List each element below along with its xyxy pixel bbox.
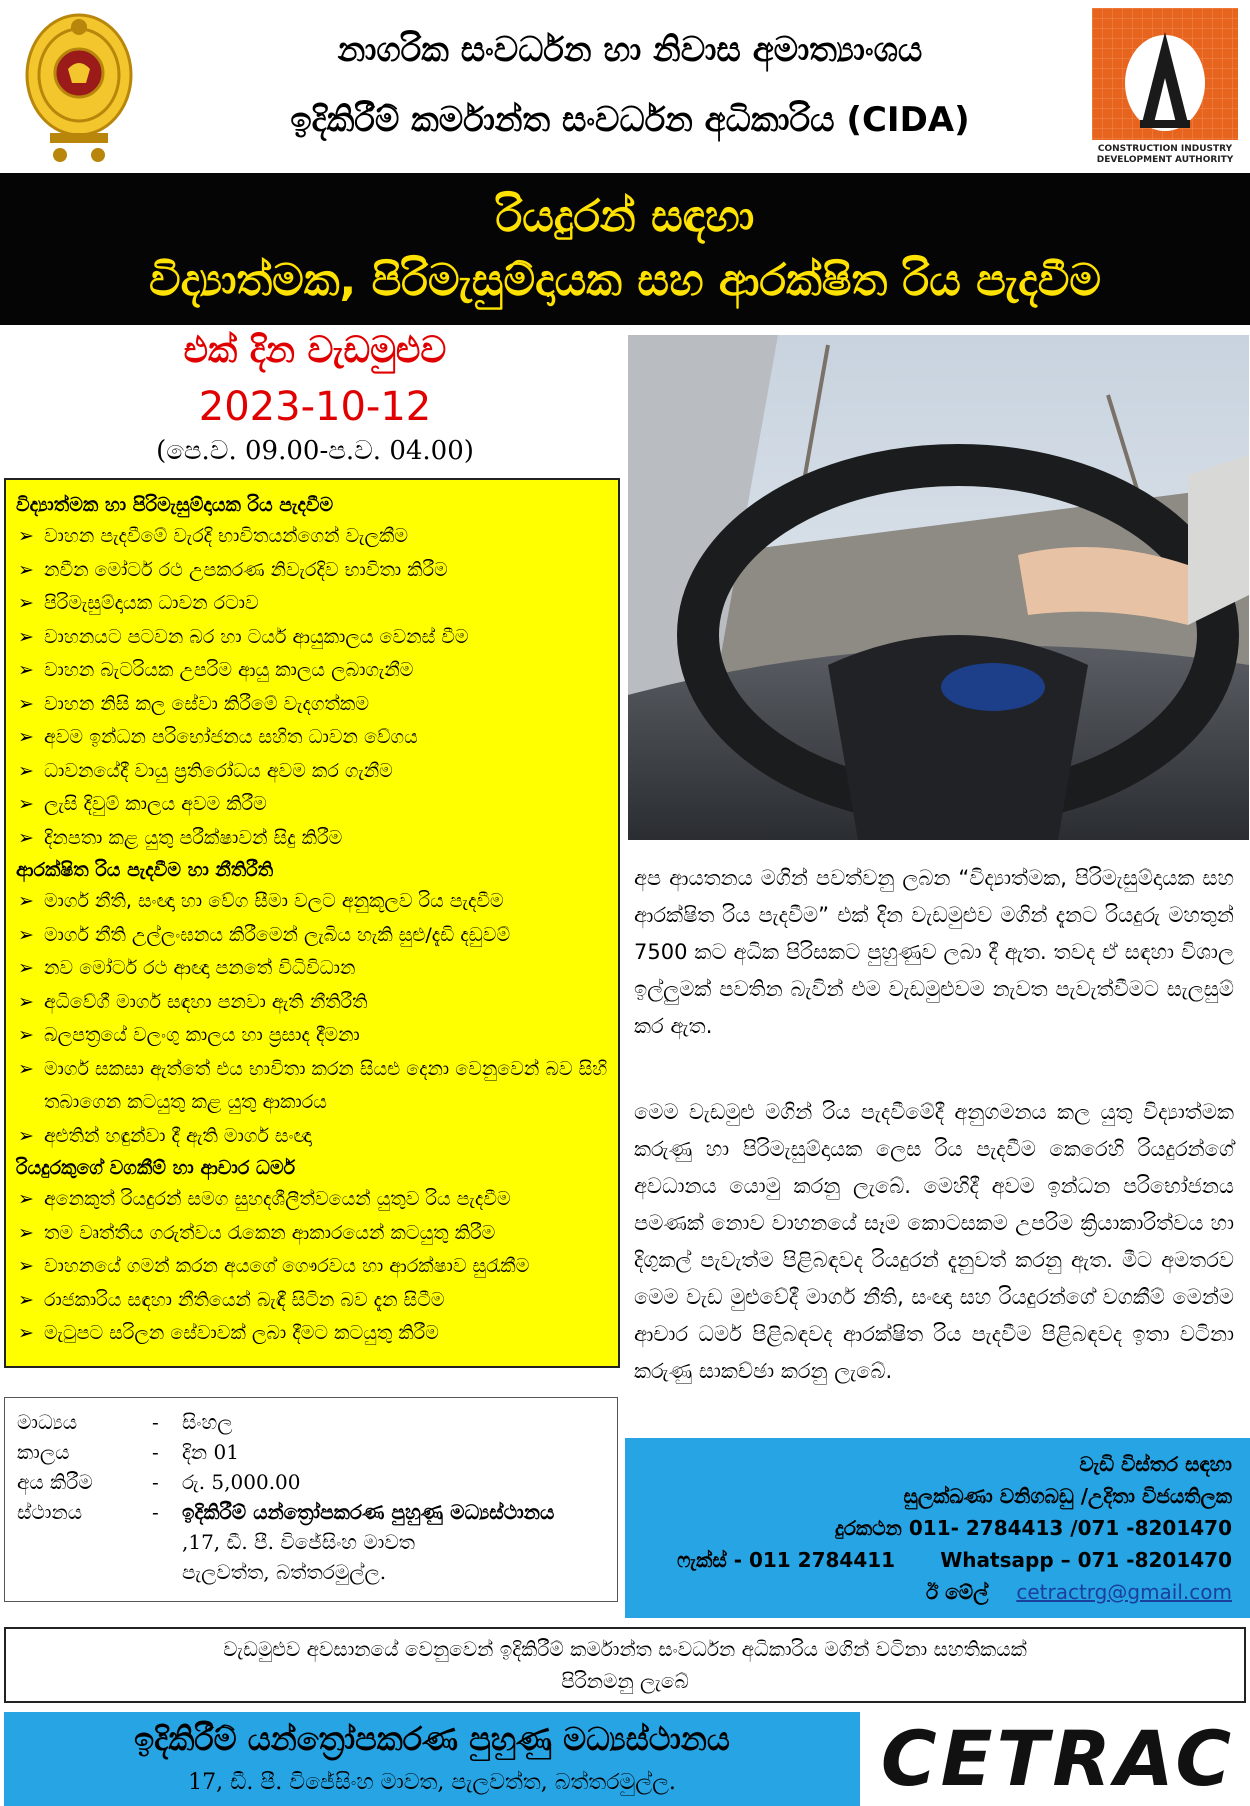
arrow-bullet-icon: ➢ (18, 890, 34, 912)
arrow-bullet-icon: ➢ (18, 1221, 34, 1244)
cida-logo-text: CONSTRUCTION INDUSTRY DEVELOPMENT AUTHORITY (1096, 144, 1234, 165)
arrow-bullet-icon: ➢ (18, 923, 34, 946)
contact-names: සුලක්ඛණා වනිගබඩු /උදිතා විජයතිලක (903, 1484, 1232, 1508)
arrow-bullet-icon: ➢ (18, 1124, 34, 1147)
footer-title: ඉදිකිරීම් යන්ත්‍රෝපකරණ පුහුණු මධ්‍යස්ථානය (134, 1720, 730, 1758)
section-2-title: ආරක්ෂිත රිය පැදවීම හා නීතිරීති (16, 859, 274, 881)
list-item: ➢ පිරිමැසුම්දායක ධාවන රටාව (16, 587, 608, 621)
list-item: ➢ අනෙකුත් රියදුරන් සමග සුහදශීලීත්වයෙන් යුතුව රිය පැදවීම (16, 1183, 608, 1217)
list-item: ➢ රාජකාරිය සඳහා නීතියෙන් බැඳී සිටින බව දැන සිටීම (16, 1284, 608, 1318)
steering-wheel-photo (628, 335, 1249, 840)
list-item: ➢ ලැසි දිවුම් කාලය අවම කිරීම (16, 788, 608, 822)
list-item: ➢ වාහනයට පටවන බර හා ටයර් ආයුකාලය වෙනස් වීම (16, 621, 608, 655)
arrow-bullet-icon: ➢ (18, 592, 34, 614)
list-item: ➢ මාර්ග නීති උල්ලංඝනය කිරීමෙන් ලැබිය හැකි සුළු/දැඩි දඩුවම් (16, 919, 608, 953)
arrow-bullet-icon: ➢ (18, 625, 34, 648)
contact-box (625, 1438, 1250, 1618)
list-item: ➢ මාර්ග නීති, සංඥා හා වේග සීමා වලට අනුකූලව රිය පැදවීම (16, 885, 608, 919)
cetrac-logo-text: CETRAC (880, 1714, 1236, 1803)
list-item: ➢ අළුතින් හඳුන්වා දී ඇති මාර්ග සංඥා (16, 1120, 608, 1154)
ministry-name: නාගරික සංවර්ධන හා නිවාස අමාත්‍යාංශය (337, 30, 923, 70)
contact-whatsapp: Whatsapp – 071 -8201470 (940, 1548, 1232, 1572)
arrow-bullet-icon: ➢ (18, 1057, 34, 1080)
workshop-type: එක් දින වැඩමුළුව (183, 330, 447, 371)
arrow-bullet-icon: ➢ (18, 990, 34, 1013)
title-banner (0, 173, 1250, 325)
email-label: ඊ මේල් (925, 1580, 989, 1604)
list-item: ➢ ධාවනයේදී වායු ප්‍රතිරෝධය අවම කර ගැනීම (16, 755, 608, 789)
list-item: ➢ මාර්ග සකසා ඇත්තේ එය භාවිතා කරන සියළු දෙනා වෙනුවෙන් බව සිහි තබාගෙන කටයුතු කළ යුතු ආකාරය (16, 1053, 608, 1120)
footer-box (4, 1712, 860, 1806)
list-item: ➢ අධිවේගී මාර්ග සඳහා පනවා ඇති නීතිරීති (16, 986, 608, 1020)
certificate-notice (4, 1627, 1246, 1703)
arrow-bullet-icon: ➢ (18, 1188, 34, 1210)
authority-name: ඉදිකිරීම් කර්මාන්ත සංවර්ධන අධිකාරිය (CIDA) (290, 100, 970, 140)
arrow-bullet-icon: ➢ (18, 957, 34, 979)
topics-box (4, 478, 620, 1368)
banner-line-1: රියදුරන් සඳහා (495, 191, 755, 242)
arrow-bullet-icon: ➢ (18, 759, 34, 782)
arrow-bullet-icon: ➢ (18, 793, 34, 815)
contact-phone: දුරකථන 011- 2784413 /071 -8201470 (834, 1516, 1232, 1540)
list-item: ➢ මැටුපට සරිලන සේවාවක් ලබා දීමට කටයුතු කිරීම (16, 1317, 608, 1351)
contact-heading: වැඩි විස්තර සඳහා (1079, 1452, 1232, 1476)
list-item: ➢ බලපත්‍රයේ වලංගු කාලය හා ප්‍රසාද දීමනා (16, 1019, 608, 1053)
list-item: ➢ නව මෝටර් රථ ආඥා පනතේ විධිවිධාන (16, 952, 608, 986)
banner-line-2: විද්‍යාත්මක, පිරිමැසුම්දායක සහ ආරක්ෂිත රිය පැදවීම (148, 255, 1102, 306)
cida-logo (1092, 8, 1238, 168)
email-link[interactable]: cetractrg@gmail.com (1016, 1580, 1232, 1604)
arrow-bullet-icon: ➢ (18, 1288, 34, 1311)
list-item: ➢ නවීන මෝටර් රථ උපකරණ නිවැරදිව භාවිතා කිරීම (16, 554, 608, 588)
description-paragraph-1: අප ආයතනය මගින් පවත්වනු ලබන “විද්‍යාත්මක, පිරිමැසුම්දායක සහ ආරක්ෂිත රිය පැදවීම” එක් දින වැඩමුළුව මගින් දැනට රියදුරු මහතුන් 7500 කට අධික පිරිසකට පුහුණුව ලබා දී ඇත. තවද ඒ සඳහා විශාල ඉල්ලුමක් පවතින බැවින් එම වැඩමුළුවම නැවත පැවැත්වීමට සැලසුම් කර ඇත. (634, 866, 1234, 1038)
arrow-bullet-icon: ➢ (18, 659, 34, 681)
list-item: ➢ අවම ඉන්ධන පරිභෝජනය සහිත ධාවන වේගය (16, 721, 608, 755)
list-item: ➢ වාහන පැදවීමේ වැරදි භාවිතයන්ගෙන් වැලකීම (16, 520, 608, 554)
arrow-bullet-icon: ➢ (18, 1255, 34, 1277)
footer-address: 17, ඩී. පී. විජේසිංහ මාවත, පැලවත්ත, බත්තරමුල්ල. (188, 1770, 676, 1795)
section-2-list (16, 885, 608, 1153)
section-3-title: රියදුරකුගේ වගකීම් හා ආචාර ධර්ම (16, 1157, 296, 1179)
contact-fax: ෆැක්ස් - 011 2784411 (677, 1548, 896, 1572)
list-item: ➢ වාහන නිසි කල සේවා කිරීමේ වැදගත්කම (16, 688, 608, 722)
section-3-list (16, 1183, 608, 1351)
list-item: ➢ තම වෘත්තීය ගරුත්වය රැකෙන ආකාරයෙන් කටයුතු කිරීම (16, 1217, 608, 1251)
venue-name: ඉදිකිරීම් යන්ත්‍රෝපකරණ පුහුණු මධ්‍යස්ථානය (182, 1500, 555, 1524)
government-emblem-icon (20, 5, 138, 165)
section-1-list (16, 520, 608, 855)
list-item: ➢ වාහනයේ ගමන් කරන අයගේ ගෞරවය හා ආරක්ෂාව සුරැකීම (16, 1250, 608, 1284)
workshop-date: 2023-10-12 (198, 384, 432, 430)
details-box: මාධ්‍යය - සිංහල කාලය - දින 01 අය කිරීම - රු. 5,000.00 ස්ථානය - ඉදිකිරීම් යන්ත්‍රෝපකරණ පුහුණු මධ්‍යස්ථානය ,17, ඩී. පී. විජේසිංහ මාවත පැලවත්ත, බත්තරමුල්ල. (4, 1397, 618, 1602)
arrow-bullet-icon: ➢ (18, 692, 34, 715)
arrow-bullet-icon: ➢ (18, 525, 34, 547)
certificate-line-1: වැඩමුළුව අවසානයේ වෙනුවෙන් ඉදිකිරීම් කර්මාන්ත සංවර්ධන අධිකාරිය මගින් වටිනා සහතිකයක් (223, 1637, 1027, 1661)
workshop-time: (පෙ.ව. 09.00-ප.ව. 04.00) (156, 436, 474, 466)
detail-row-venue: ස්ථානය - ඉදිකිරීම් යන්ත්‍රෝපකරණ පුහුණු මධ්‍යස්ථානය ,17, ඩී. පී. විජේසිංහ මාවත පැලවත්ත, බත්තරමුල්ල. (17, 1500, 607, 1600)
certificate-line-2: පිරිනමනු ලැබේ (561, 1669, 689, 1693)
arrow-bullet-icon: ➢ (18, 1322, 34, 1344)
venue-address-1: ,17, ඩී. පී. විජේසිංහ මාවත (182, 1530, 415, 1554)
arrow-bullet-icon: ➢ (18, 558, 34, 581)
description-paragraph-2: මෙම වැඩමුළු මගින් රිය පැදවීමේදී අනුගමනය කල යුතු විද්‍යාත්මක කරුණු හා පිරිමැසුම්දායක ලෙස රිය පැදවීම කෙරෙහි රියදුරන්ගේ අවධානය යොමු කරනු ලැබේ. මෙහිදී අවම ඉන්ධන පරිභෝජනය පමණක් නොව වාහනයේ සෑම කොටසකම උපරිම ක්‍රියාකාරිත්වය හා දිගුකල් පැවැත්ම පිළිබඳවද රියදුරන් දැනුවත් කරනු ඇත. මීට අමතරව මෙම වැඩ මුළුවේදී මාර්ග නීති, සංඥා සහ රියදුරන්ගේ වගකීම් මෙන්ම ආචාර ධර්ම පිළිබඳවද ආරක්ෂිත රිය පැදවීම පිළිබඳවද ඉතා වටිනා කරුණු සාකච්ඡා කරනු ලැබේ. (634, 1100, 1234, 1383)
contact-email-row (926, 1580, 1232, 1604)
cetrac-logo (870, 1712, 1246, 1806)
section-1-title: විද්‍යාත්මක හා පිරිමැසුම්දායක රිය පැදවීම (16, 494, 334, 516)
arrow-bullet-icon: ➢ (18, 726, 34, 748)
arrow-bullet-icon: ➢ (18, 826, 34, 849)
list-item: ➢ වාහන බැටරියක උපරිම ආයු කාලය ලබාගැනීම (16, 654, 608, 688)
arrow-bullet-icon: ➢ (18, 1024, 34, 1046)
venue-address-2: පැලවත්ත, බත්තරමුල්ල. (182, 1560, 387, 1584)
list-item: ➢ දිනපතා කළ යුතු පරීක්ෂාවන් සිදු කිරීම (16, 822, 608, 856)
